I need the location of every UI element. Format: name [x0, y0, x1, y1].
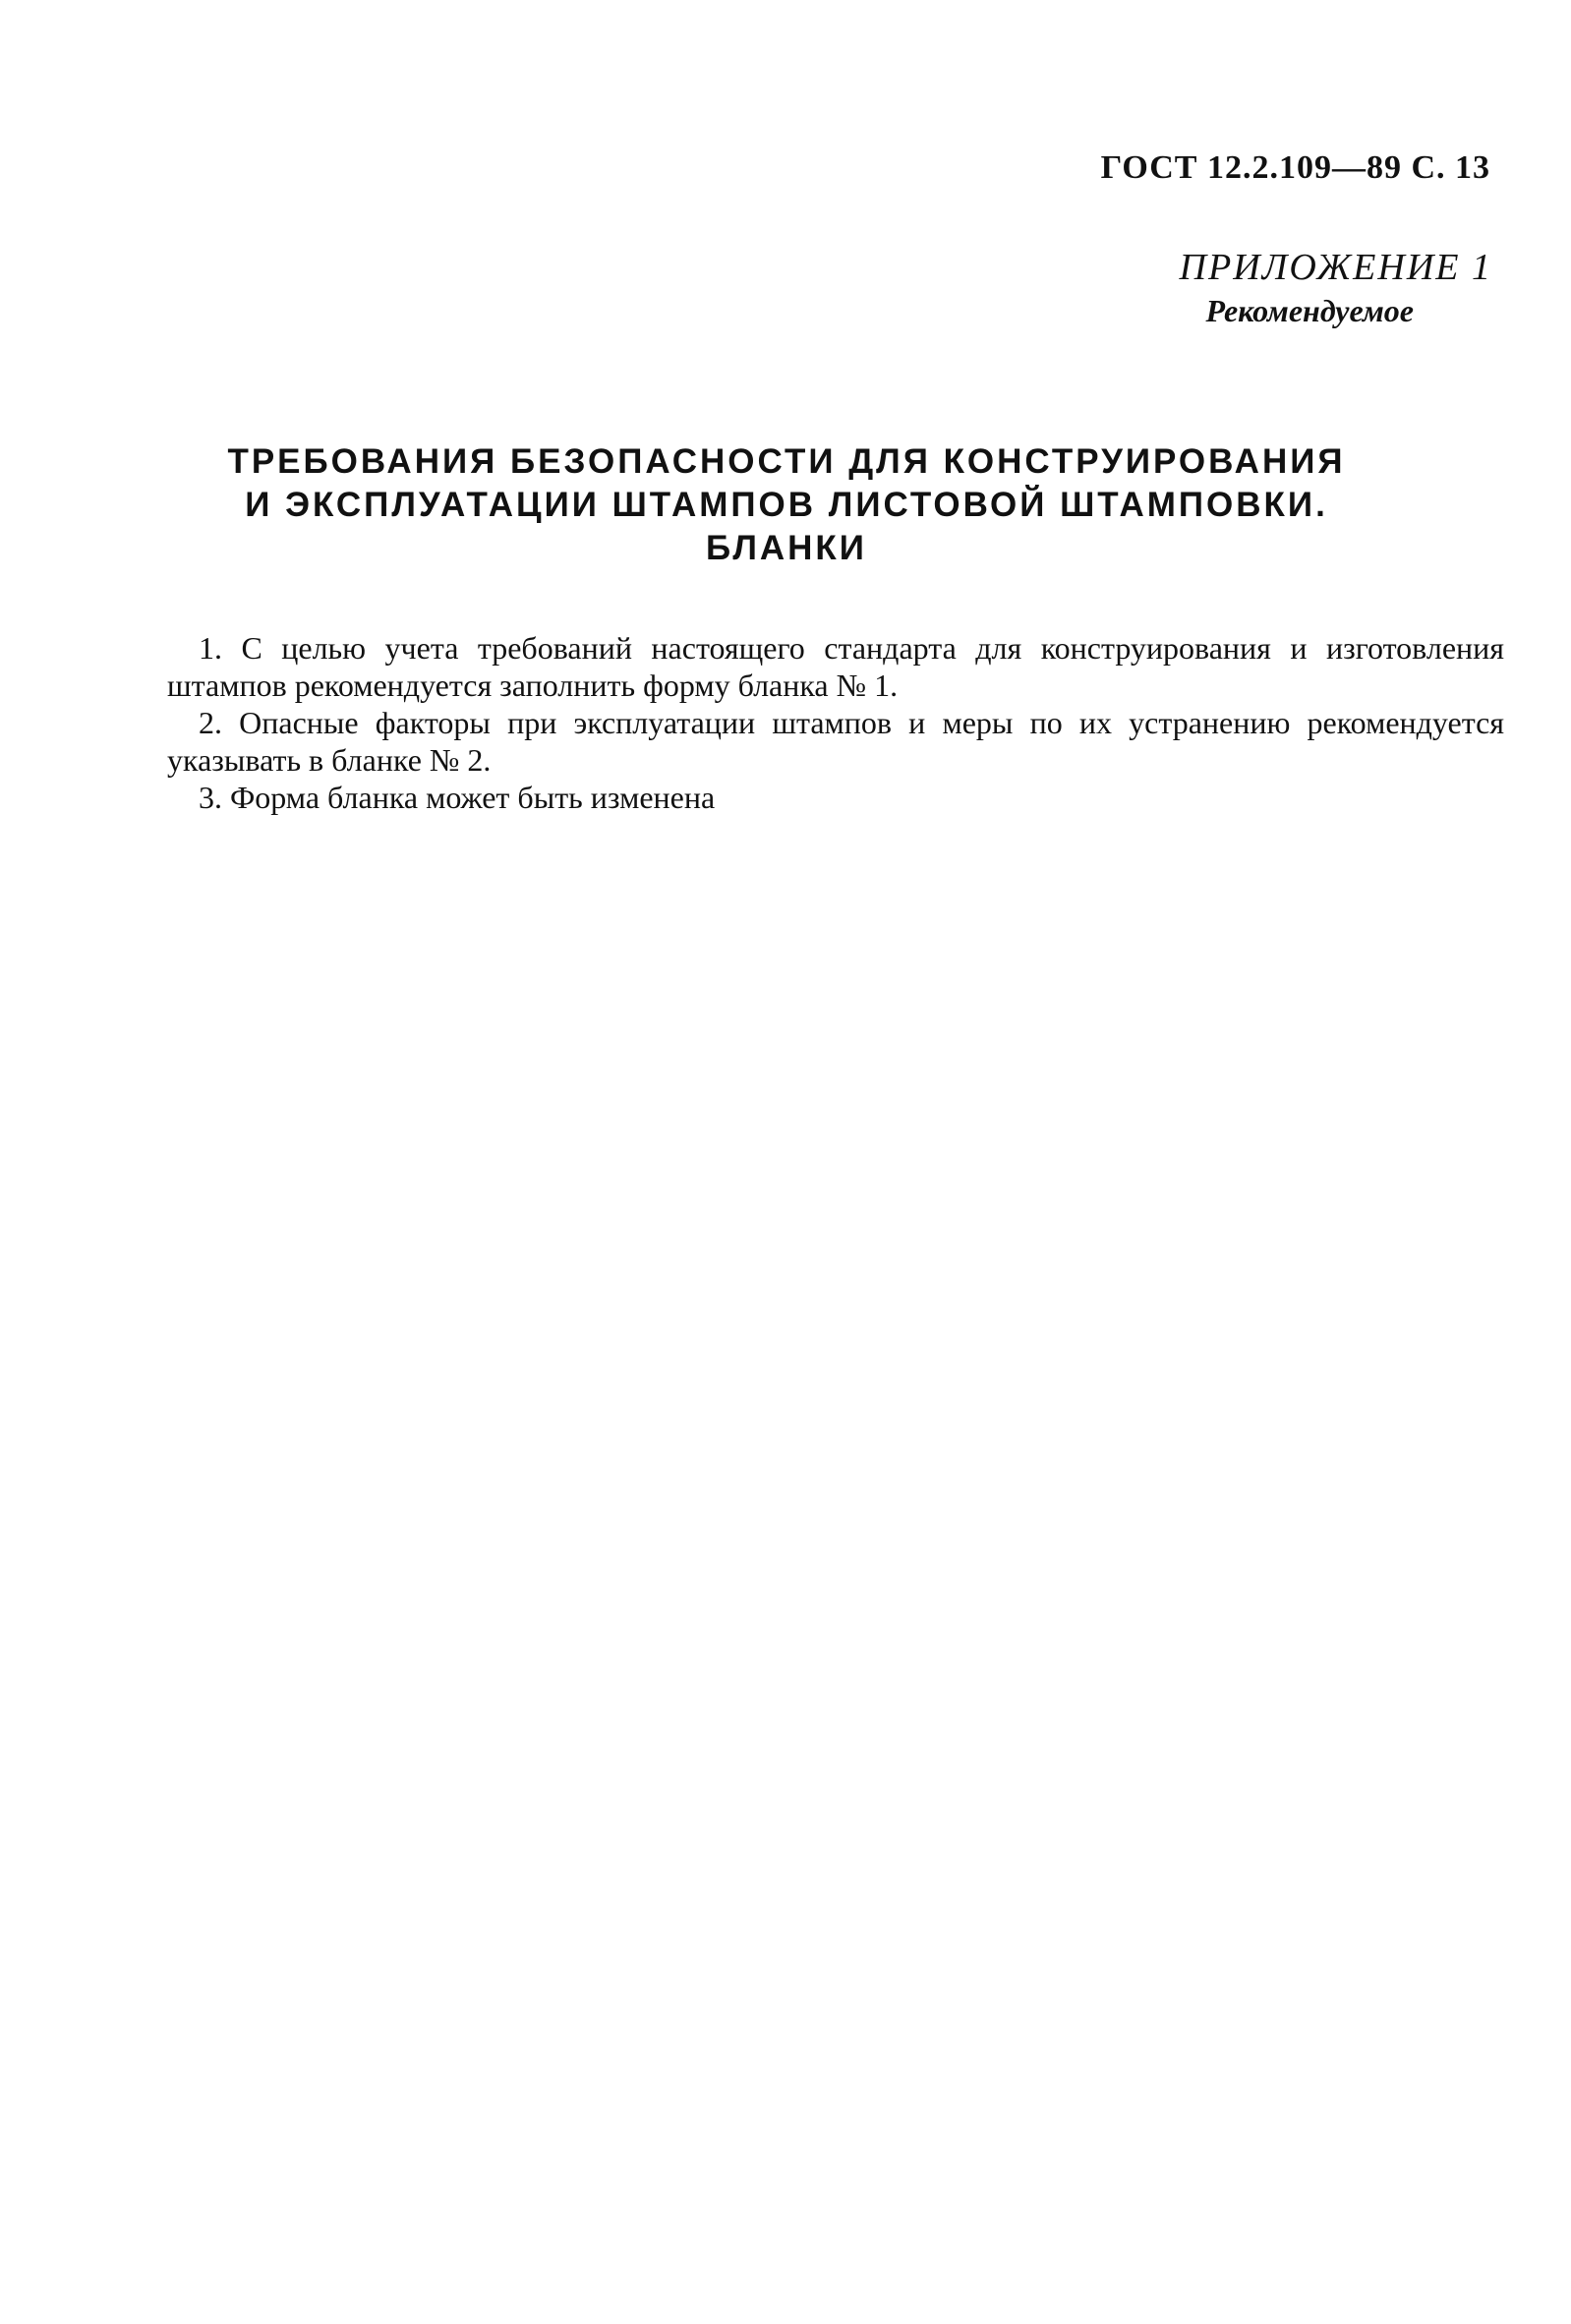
paragraph: 1. С целью учета требований настоящего стандарта для конструирования и изготовления штампов рекомендуется заполнить форму бланка № 1. [167, 630, 1504, 703]
appendix-title: ПРИЛОЖЕНИЕ 1 [1179, 247, 1492, 288]
appendix-status: Рекомендуемое [1205, 293, 1414, 328]
standard-page-header: ГОСТ 12.2.109—89 С. 13 [1100, 149, 1490, 186]
document-title [157, 440, 1416, 570]
paragraph: 3. Форма бланка может быть изменена [199, 780, 716, 815]
body-text [167, 629, 1504, 816]
document-title-line: ТРЕБОВАНИЯ БЕЗОПАСНОСТИ ДЛЯ КОНСТРУИРОВАНИЯ [227, 442, 1346, 481]
appendix-block [1180, 244, 1492, 330]
paragraph: 2. Опасные факторы при эксплуатации штампов и меры по их устранению рекомендуется указывать в бланке № 2. [167, 705, 1504, 778]
document-title-line: И ЭКСПЛУАТАЦИИ ШТАМПОВ ЛИСТОВОЙ ШТАМПОВКИ. [245, 486, 1328, 524]
document-title-line: БЛАНКИ [706, 529, 867, 567]
